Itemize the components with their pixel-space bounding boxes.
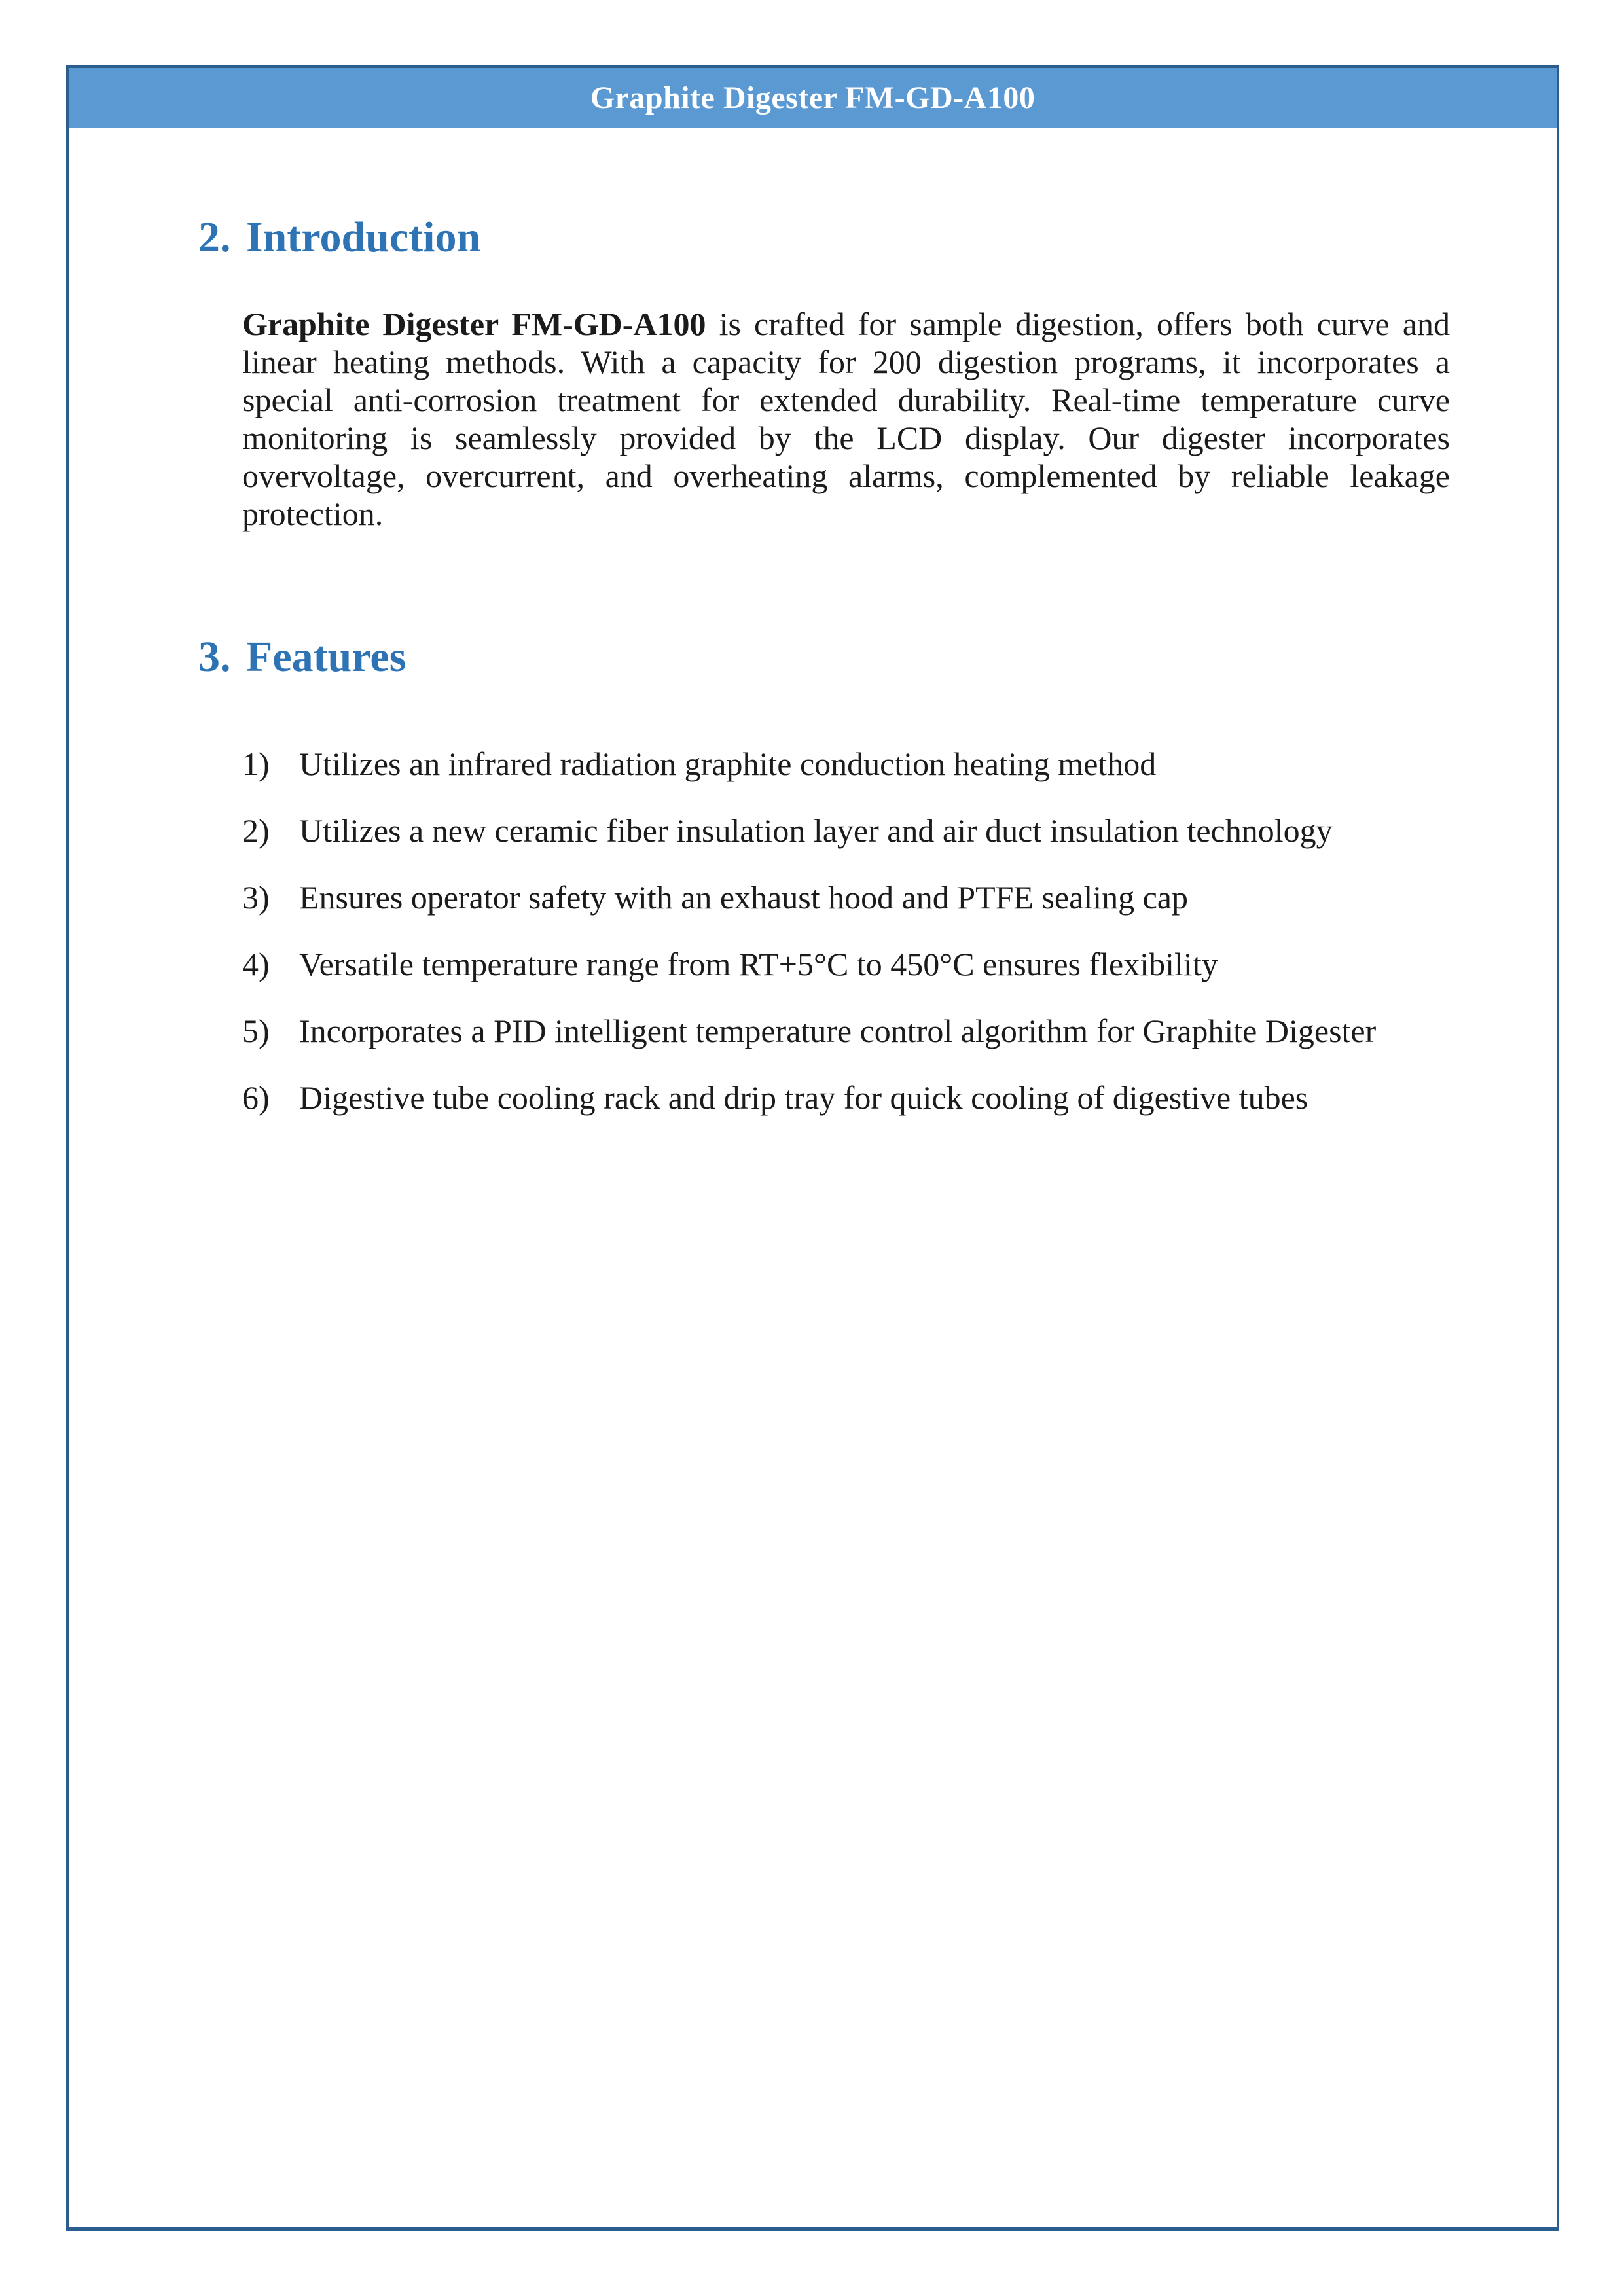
- feature-text: Versatile temperature range from RT+5°C to 450°C ensures flexibility: [299, 946, 1218, 983]
- feature-text: Ensures operator safety with an exhaust hood and PTFE sealing cap: [299, 879, 1188, 916]
- feature-item-3: [242, 878, 1517, 916]
- introduction-paragraph: [242, 305, 1450, 533]
- feature-text: Incorporates a PID intelligent temperature control algorithm for Graphite Digester: [299, 1013, 1377, 1050]
- heading-text: Introduction: [246, 213, 481, 261]
- feature-list: [242, 745, 1517, 1117]
- feature-marker: 3): [242, 879, 270, 916]
- heading-number: 2.: [198, 213, 231, 261]
- page-border-frame: [66, 65, 1559, 2231]
- feature-item-1: [242, 745, 1517, 783]
- paragraph-bold-lead: Graphite Digester FM-GD-A100: [242, 306, 706, 343]
- feature-marker: 2): [242, 812, 270, 850]
- feature-item-4: [242, 945, 1517, 983]
- feature-marker: 4): [242, 946, 270, 983]
- feature-item-2: [242, 812, 1517, 850]
- heading-number: 3.: [198, 633, 231, 681]
- section-heading-features: [198, 631, 1517, 683]
- page-content: [69, 211, 1557, 1117]
- feature-marker: 6): [242, 1079, 270, 1117]
- heading-text: Features: [246, 633, 406, 681]
- feature-marker: 5): [242, 1013, 270, 1050]
- feature-marker: 1): [242, 745, 270, 783]
- document-header-bar: [69, 68, 1557, 128]
- feature-text: Utilizes a new ceramic fiber insulation layer and air duct insulation technology: [299, 812, 1333, 850]
- feature-item-5: [242, 1012, 1517, 1050]
- feature-text: Utilizes an infrared radiation graphite conduction heating method: [299, 745, 1157, 783]
- section-heading-introduction: [198, 211, 1517, 263]
- page-title: Graphite Digester FM-GD-A100: [590, 81, 1036, 115]
- feature-text: Digestive tube cooling rack and drip tray for quick cooling of digestive tubes: [299, 1079, 1308, 1117]
- feature-item-6: [242, 1079, 1517, 1117]
- paragraph-body-text: is crafted for sample digestion, offers both curve and linear heating methods. With a capacity for 200 digestion programs, it incorporates a special anti-corrosion treatment for extended durability. Real-time temperature curve monitoring is seamlessly provided by the LCD display. Our digester incorporates overvoltage, overcurrent, and overheating alarms, complemented by reliable leakage protection.: [242, 306, 1450, 533]
